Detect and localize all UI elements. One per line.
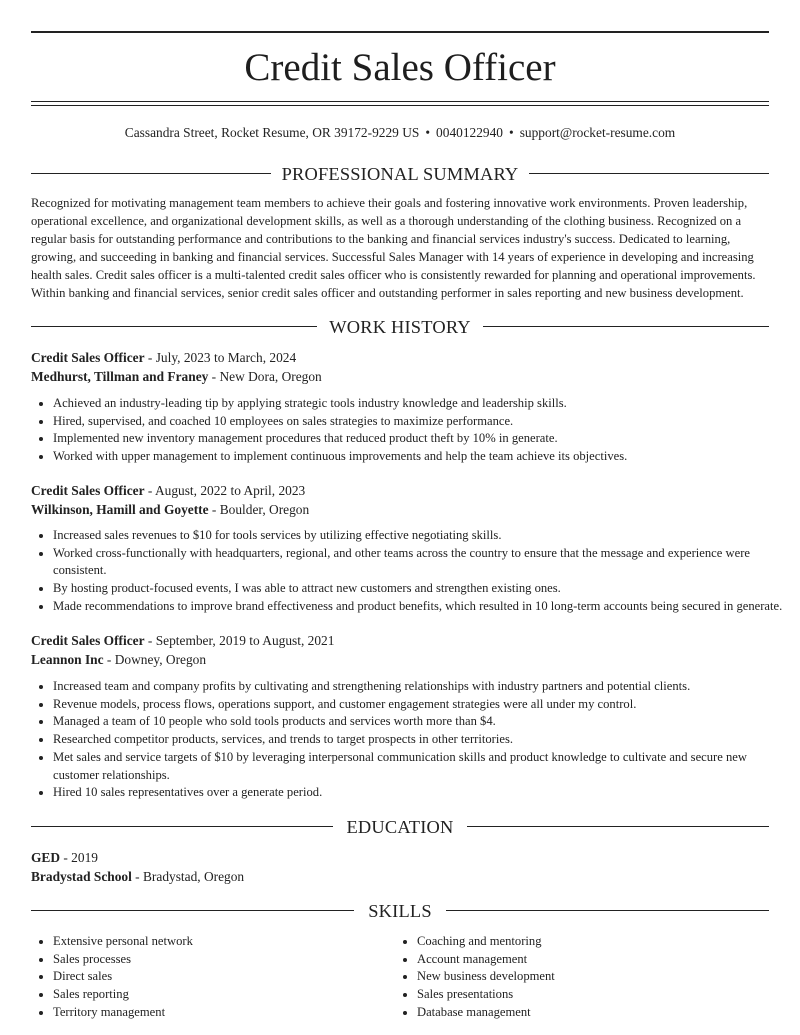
list-item: • Managed a team of 10 people who sold tools products and services worth more than $4.: [53, 713, 793, 731]
contact-phone[interactable]: 0040122940: [436, 125, 503, 140]
heading-rule-right: [529, 173, 769, 174]
list-item: • Hired, supervised, and coached 10 employees on sales strategies to maximize performance.: [53, 413, 793, 431]
job-dates: - August, 2022 to April, 2023: [144, 483, 306, 498]
resume-title: Credit Sales Officer: [244, 46, 556, 89]
section-heading-skills: [31, 900, 769, 922]
heading-rule-right: [483, 326, 769, 327]
list-item: • Database management: [417, 1004, 757, 1022]
list-item: • Increased team and company profits by cultivating and strengthening relationships with industry partners and potential clients.: [53, 678, 793, 696]
job-company: Leannon Inc: [31, 652, 104, 667]
job-title: Credit Sales Officer: [31, 483, 145, 498]
job-location: - New Dora, Oregon: [208, 369, 322, 384]
double-rule: [31, 101, 769, 106]
list-item: • Worked cross-functionally with headquarters, regional, and other teams across the country to ensure that the message and experience were consistent.: [53, 545, 793, 580]
list-item: • New business development: [417, 968, 757, 986]
education-year: - 2019: [60, 850, 98, 865]
job-company: Medhurst, Tillman and Franey: [31, 369, 209, 384]
job-dates: - September, 2019 to August, 2021: [144, 633, 335, 648]
summary-text: Recognized for motivating management team members to achieve their goals and fostering innovative work environments. Proven leadership, operational excellence, and organizational development skills, as well as a thorough understanding of the clothing business. Recognized on a regular basis for outstanding performance and contributions to the banking and financial services industry's success. Dedicated to learning, growing, and succeeding in banking and financial services. Successful Sales Manager with 14 years of experience in developing and increasing health sales. Credit sales officer is a multi-talented credit sales officer who is consistently rewarded for planning and operational improvements. Within banking and financial services, senior credit sales officer and outstanding performer in sales reporting and new business development.: [31, 196, 756, 300]
list-item: • Extensive personal network: [53, 933, 393, 951]
section-heading-work-history: [31, 316, 769, 338]
job-title-line: [31, 482, 305, 500]
list-item: • Direct sales: [53, 968, 393, 986]
list-item: • Researched competitor products, services, and trends to target prospects in other territories.: [53, 731, 793, 749]
education-school: Bradystad School: [31, 869, 132, 884]
list-item: • Achieved an industry-leading tip by applying strategic tools industry knowledge and leadership skills.: [53, 395, 793, 413]
job-bullets: [31, 527, 793, 616]
list-item: • Increased sales revenues to $10 for tools services by utilizing effective negotiating skills.: [53, 527, 793, 545]
list-item: • Hired 10 sales representatives over a generate period.: [53, 784, 793, 802]
section-heading-label: EDUCATION: [346, 817, 454, 837]
heading-rule-right: [446, 910, 769, 911]
list-item: • Account management: [417, 951, 757, 969]
job-dates: - July, 2023 to March, 2024: [144, 350, 297, 365]
job-company: Wilkinson, Hamill and Goyette: [31, 502, 209, 517]
section-heading-label: PROFESSIONAL SUMMARY: [281, 164, 519, 184]
contact-separator: •: [425, 125, 431, 140]
contact-line: [0, 124, 800, 142]
list-item: • By hosting product-focused events, I was able to attract new customers and strengthen existing ones.: [53, 580, 793, 598]
job-company-line: [31, 368, 322, 386]
list-item: • Coaching and mentoring: [417, 933, 757, 951]
job-location: - Boulder, Oregon: [208, 502, 310, 517]
contact-email[interactable]: support@rocket-resume.com: [519, 125, 676, 140]
job-company-line: [31, 651, 206, 669]
list-item: • Sales presentations: [417, 986, 757, 1004]
education-location: - Bradystad, Oregon: [131, 869, 245, 884]
section-heading-label: WORK HISTORY: [329, 317, 471, 337]
job-location: - Downey, Oregon: [103, 652, 207, 667]
list-item: • Met sales and service targets of $10 by leveraging interpersonal communication skills and product knowledge to cultivate and secure new customer relationships.: [53, 749, 793, 784]
top-rule: [31, 31, 769, 33]
section-heading-education: [31, 816, 769, 838]
job-title-line: [31, 349, 296, 367]
list-item: • Sales processes: [53, 951, 393, 969]
job-title: Credit Sales Officer: [31, 350, 145, 365]
list-item: • Sales reporting: [53, 986, 393, 1004]
skills-list-right: [395, 933, 757, 1022]
education-school-line: [31, 868, 244, 886]
skills-list-left: [31, 933, 393, 1022]
contact-separator: •: [509, 125, 514, 140]
job-title: Credit Sales Officer: [31, 633, 145, 648]
job-title-line: [31, 632, 334, 650]
list-item: • Made recommendations to improve brand effectiveness and product benefits, which resulted in 10 long-term accounts being secured in generate.: [53, 598, 793, 616]
section-heading-label: SKILLS: [368, 901, 432, 921]
section-heading-summary: [31, 163, 769, 185]
heading-rule-right: [467, 826, 769, 827]
education-degree-line: [31, 849, 98, 867]
list-item: • Revenue models, process flows, operations support, and customer engagement strategies were all under my control.: [53, 696, 793, 714]
job-company-line: [31, 501, 309, 519]
contact-address: Cassandra Street, Rocket Resume, OR 39172-9229 US: [124, 125, 420, 140]
list-item: • Territory management: [53, 1004, 393, 1022]
list-item: • Implemented new inventory management procedures that reduced product theft by 10% in generate.: [53, 430, 793, 448]
list-item: • Worked with upper management to implement continuous improvements and help the team achieve its objectives.: [53, 448, 793, 466]
education-degree: GED: [31, 850, 61, 865]
job-bullets: [31, 395, 793, 466]
job-bullets: [31, 678, 793, 802]
